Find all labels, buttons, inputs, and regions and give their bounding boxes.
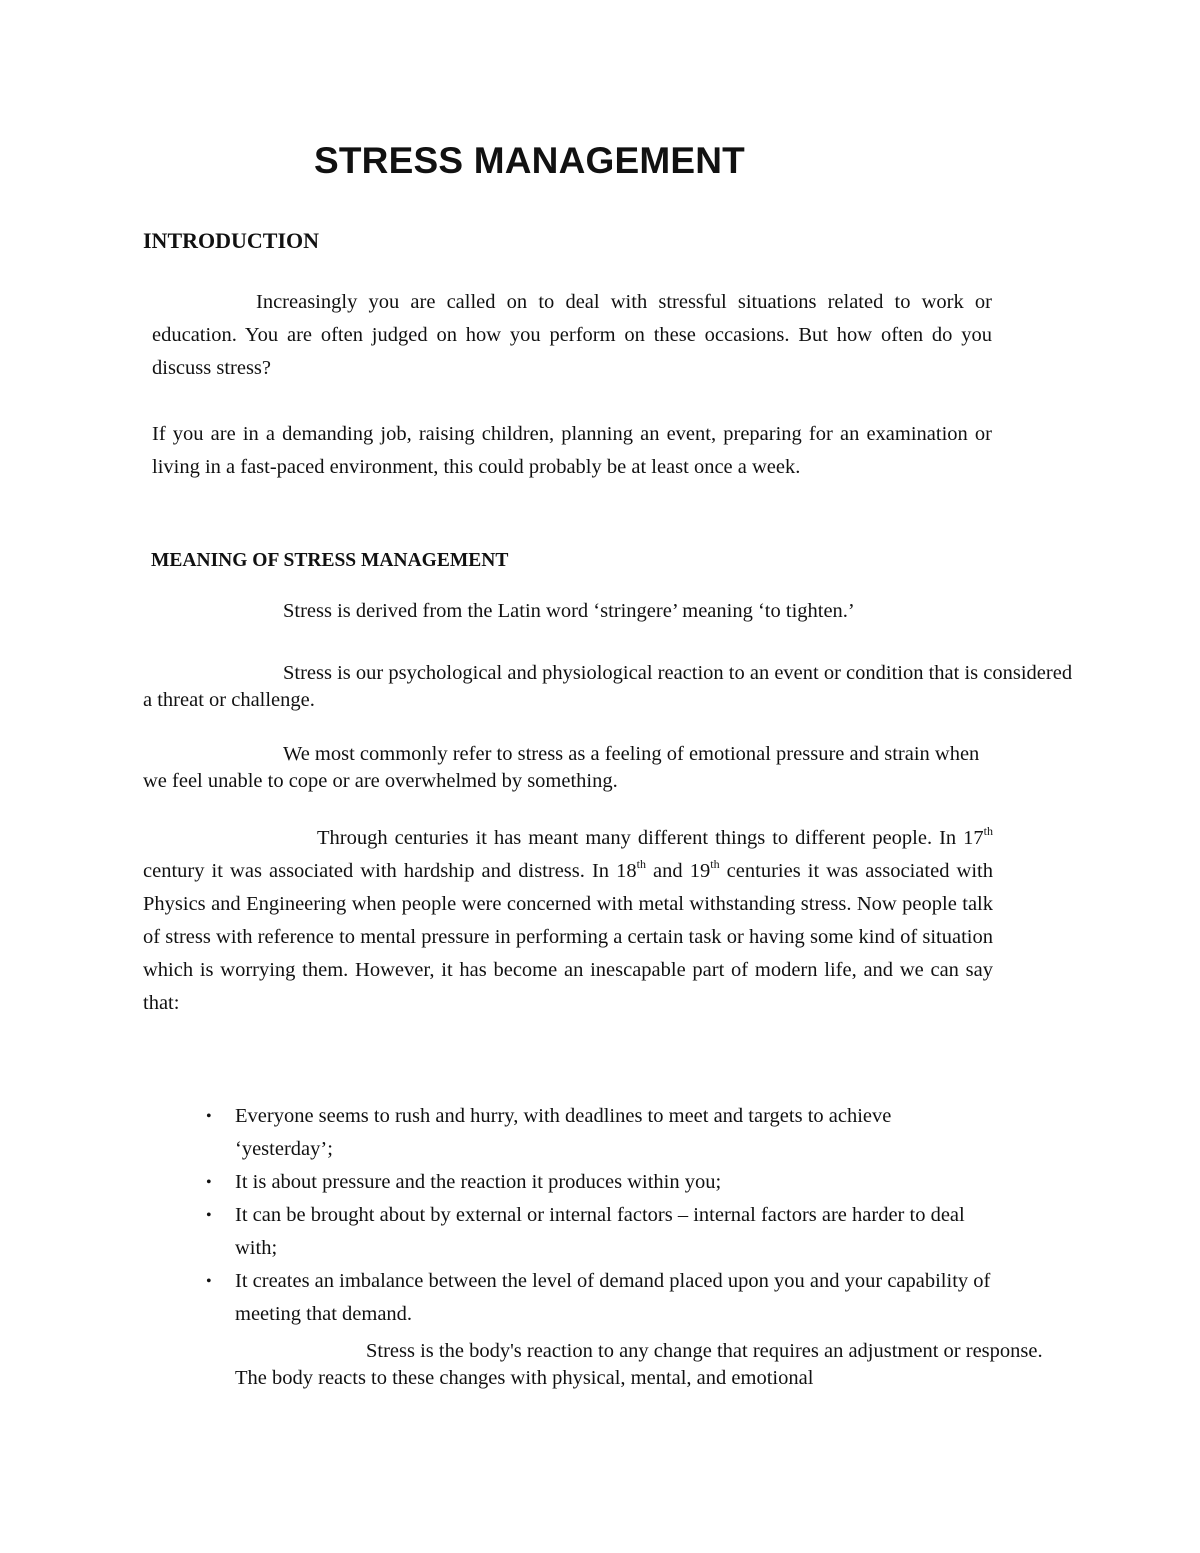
document-title: STRESS MANAGEMENT (314, 140, 745, 181)
list-item-text: Everyone seems to rush and hurry, with deadlines to meet and targets to achieve ‘yesterday’; (235, 1105, 892, 1160)
list-item-text: It is about pressure and the reaction it produces within you; (235, 1171, 722, 1193)
bullet-icon: • (206, 1174, 212, 1191)
history-text-part-2: century it was associated with hardship and distress. In 18 (143, 860, 637, 882)
superscript-th-18: th (636, 857, 646, 871)
meaning-paragraph-history (143, 822, 993, 1020)
superscript-th-19: th (710, 857, 720, 871)
meaning-paragraph-definition: Stress is our psychological and physiological reaction to an event or condition that is considered a threat or challenge. (143, 662, 1073, 711)
intro-paragraph-2: If you are in a demanding job, raising children, planning an event, preparing for an examination or living in a fast-paced environment, this could probably be at least once a week. (152, 423, 992, 478)
list-item (202, 1199, 992, 1265)
history-text-part-4: centuries it was associated with Physics and Engineering when people were concerned with metal withstanding stress. Now people talk of stress with reference to mental pressure in performing a certain task or having some kind of situation which is worrying them. However, it has become an inescapable part of modern life, and we can say that: (143, 860, 993, 1014)
list-item-text: It can be brought about by external or internal factors – internal factors are harder to deal with; (235, 1204, 965, 1259)
superscript-th-17: th (983, 824, 993, 838)
heading-meaning-of-stress-management: MEANING OF STRESS MANAGEMENT (151, 550, 509, 571)
meaning-paragraph-emotional-pressure: We most commonly refer to stress as a feeling of emotional pressure and strain when we feel unable to cope or are overwhelmed by something. (143, 743, 980, 792)
bullet-icon: • (206, 1273, 212, 1290)
list-item-text: It creates an imbalance between the level of demand placed upon you and your capability of meeting that demand. (235, 1270, 991, 1325)
list-item (202, 1166, 992, 1199)
bullet-icon: • (206, 1207, 212, 1224)
heading-introduction: INTRODUCTION (143, 228, 320, 253)
list-item (202, 1265, 992, 1331)
intro-paragraph-1: Increasingly you are called on to deal with stressful situations related to work or education. You are often judged on how you perform on these occasions. But how often do you discuss stress? (152, 291, 992, 379)
history-text-part-1: Through centuries it has meant many different things to different people. In 17 (317, 827, 984, 849)
meaning-paragraph-latin-origin: Stress is derived from the Latin word ‘stringere’ meaning ‘to tighten.’ (283, 600, 855, 622)
list-item (202, 1100, 992, 1166)
bullet-icon: • (206, 1108, 212, 1125)
history-text-part-3: and 19 (645, 860, 711, 882)
meaning-paragraph-body-reaction: Stress is the body's reaction to any change that requires an adjustment or response. The body reacts to these changes with physical, mental, and emotional (235, 1340, 1043, 1389)
stress-characteristics-list (202, 1100, 992, 1331)
